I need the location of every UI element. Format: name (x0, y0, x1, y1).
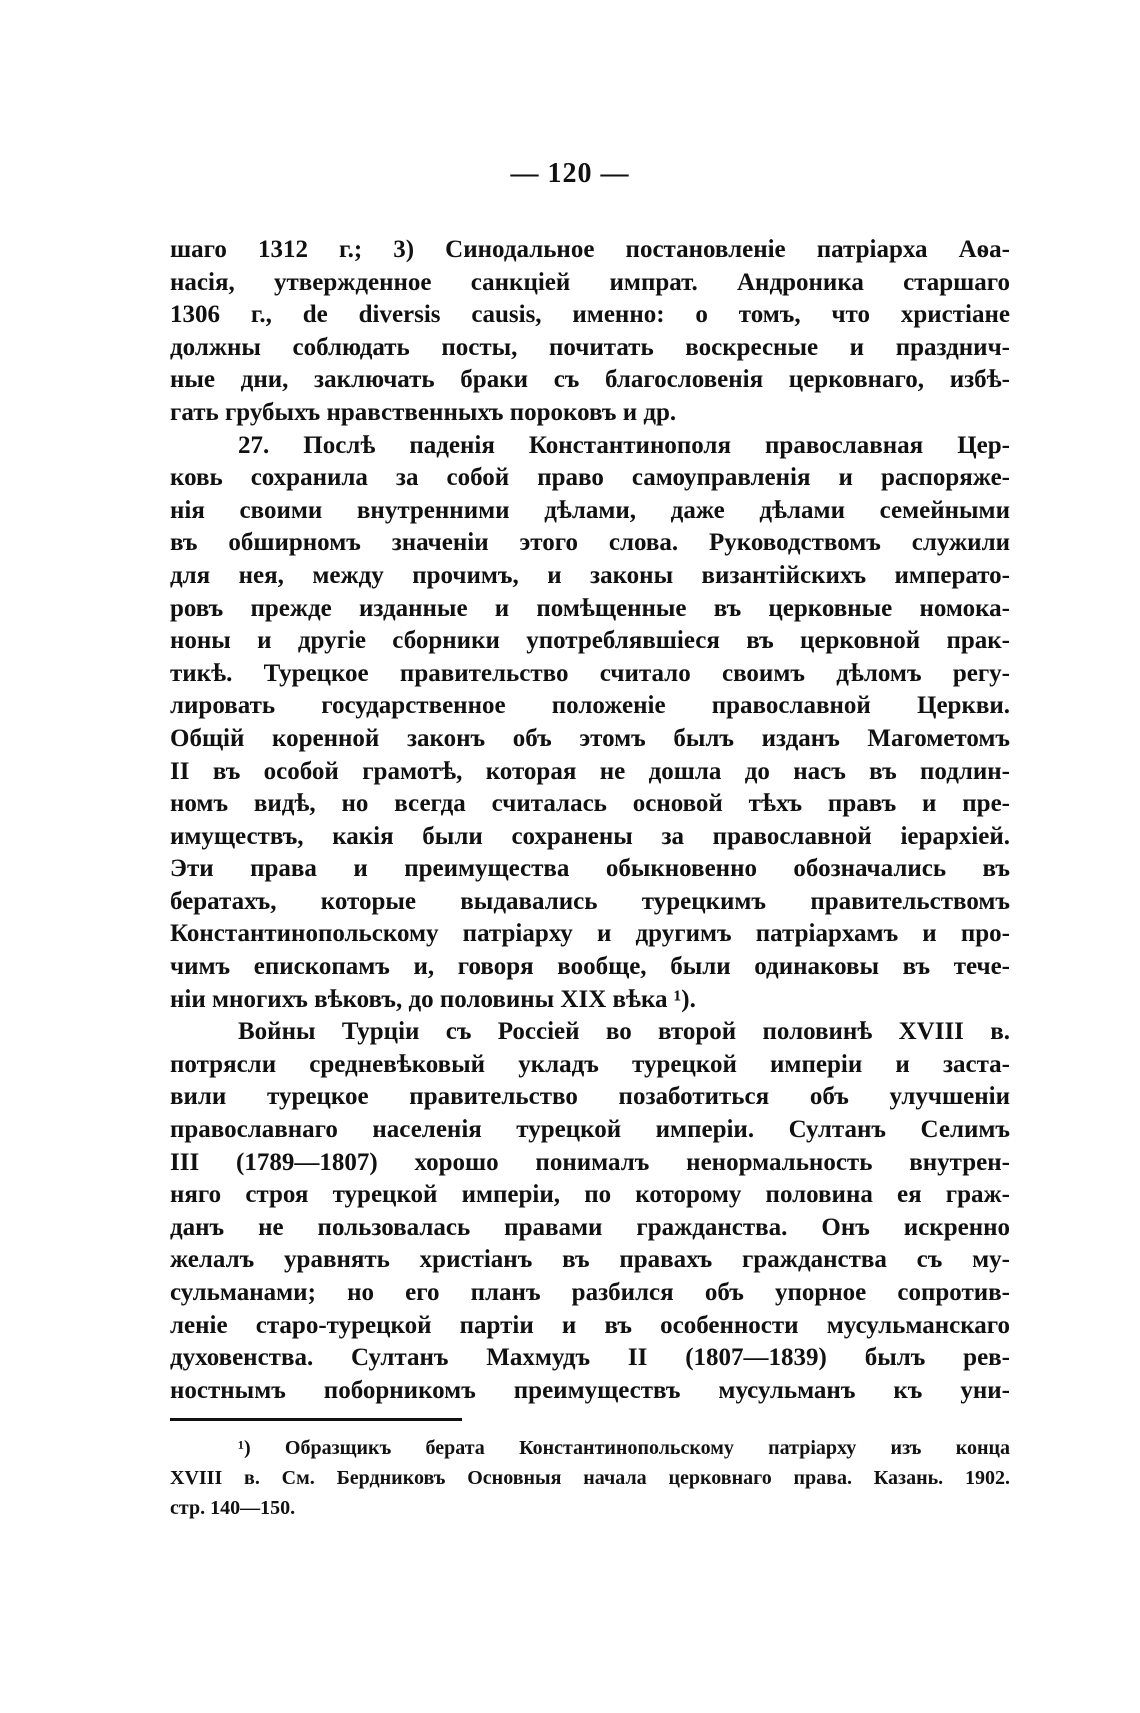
page-number: — 120 — (510, 158, 630, 189)
text-line: ные дни, заключать браки съ благословенія церковнаго, избѣ- (170, 366, 1010, 394)
footnote-divider (170, 1418, 462, 1421)
text-line: духовенства. Султанъ Махмудъ II (1807—1839) былъ рев- (170, 1344, 1010, 1372)
footnote-reference-line: ніи многихъ вѣковъ, до половины XIX вѣка ¹). (170, 985, 696, 1013)
text-line: тикѣ. Турецкое правительство считало своимъ дѣломъ регу- (170, 659, 1010, 687)
text-line: гать грубыхъ нравственныхъ пороковъ и др. (170, 398, 677, 426)
text-line: нія своими внутренними дѣлами, даже дѣлами семейными (170, 496, 1010, 524)
text-line: ноны и другіе сборники употреблявшіеся въ церковной прак- (170, 627, 1010, 655)
text-line: ковь сохранила за собой право самоуправленія и распоряже- (170, 464, 1010, 492)
footnote-line: стр. 140—150. (170, 1497, 296, 1519)
footnote-line: ¹) Образщикъ берата Константинопольскому патріарху изъ конца (238, 1437, 1010, 1459)
text-line: няго строя турецкой имперіи, по которому половина ея граж- (170, 1181, 1010, 1209)
text-line: потрясли средневѣковый укладъ турецкой имперіи и заста- (170, 1050, 1010, 1078)
footnotes (170, 1433, 1010, 1523)
text-line: ровъ прежде изданные и помѣщенные въ церковные номока- (170, 594, 1010, 622)
text-line: должны соблюдать посты, почитать воскресные и празднич- (170, 333, 1010, 361)
text-line: II въ особой грамотѣ, которая не дошла до насъ въ подлин- (170, 757, 1010, 785)
body-text (170, 234, 1010, 1407)
paragraph-27-start: 27. Послѣ паденія Константинополя православная Цер- (238, 431, 1010, 459)
text-line: 1306 г., de diversis causis, именно: о томъ, что христіане (170, 301, 1010, 329)
text-line: Общій коренной законъ объ этомъ былъ изданъ Магометомъ (170, 724, 1010, 752)
text-line: лировать государственное положеніе православной Церкви. (170, 692, 1010, 720)
text-line: имуществъ, какія были сохранены за православной іерархіей. (170, 822, 1010, 850)
text-line: Эти права и преимущества обыкновенно обозначались въ (170, 855, 1010, 883)
text-line: шаго 1312 г.; 3) Синодальное постановленіе патріарха Аѳа- (170, 236, 1010, 263)
text-line: желалъ уравнять христіанъ въ правахъ гражданства съ му- (170, 1246, 1010, 1274)
text-line: номъ видѣ, но всегда считалась основой тѣхъ правъ и пре- (170, 790, 1010, 818)
text-line: въ обширномъ значеніи этого слова. Руководствомъ служили (170, 529, 1010, 557)
text-line: леніе старо-турецкой партіи и въ особенности мусульманскаго (170, 1311, 1010, 1339)
text-line: сульманами; но его планъ разбился объ упорное сопротив- (170, 1279, 1010, 1306)
text-line: для нея, между прочимъ, и законы византійскихъ императо- (170, 561, 1010, 589)
text-line: вили турецкое правительство позаботиться объ улучшеніи (170, 1083, 1010, 1111)
text-line: ностнымъ поборникомъ преимуществъ мусульманъ къ уни- (170, 1376, 1010, 1404)
text-line: насія, утвержденное санкціей импрат. Андроника старшаго (170, 268, 1010, 296)
text-line: чимъ епископамъ и, говоря вообще, были одинаковы въ тече- (170, 953, 1010, 981)
text-line: бератахъ, которые выдавались турецкимъ правительствомъ (170, 887, 1010, 915)
text-line: данъ не пользовалась правами гражданства. Онъ искренно (170, 1213, 1010, 1241)
footnote-line: XVIII в. См. Бердниковъ Основныя начала церковнаго права. Казань. 1902. (170, 1467, 1010, 1489)
paragraph-start: Войны Турціи съ Россіей во второй половинѣ XVIII в. (238, 1018, 1010, 1046)
text-line: Константинопольскому патріарху и другимъ патріархамъ и про- (170, 920, 1010, 948)
text-line: III (1789—1807) хорошо понималъ ненормальность внутрен- (170, 1148, 1010, 1176)
text-line: православнаго населенія турецкой имперіи. Султанъ Селимъ (170, 1116, 1010, 1144)
